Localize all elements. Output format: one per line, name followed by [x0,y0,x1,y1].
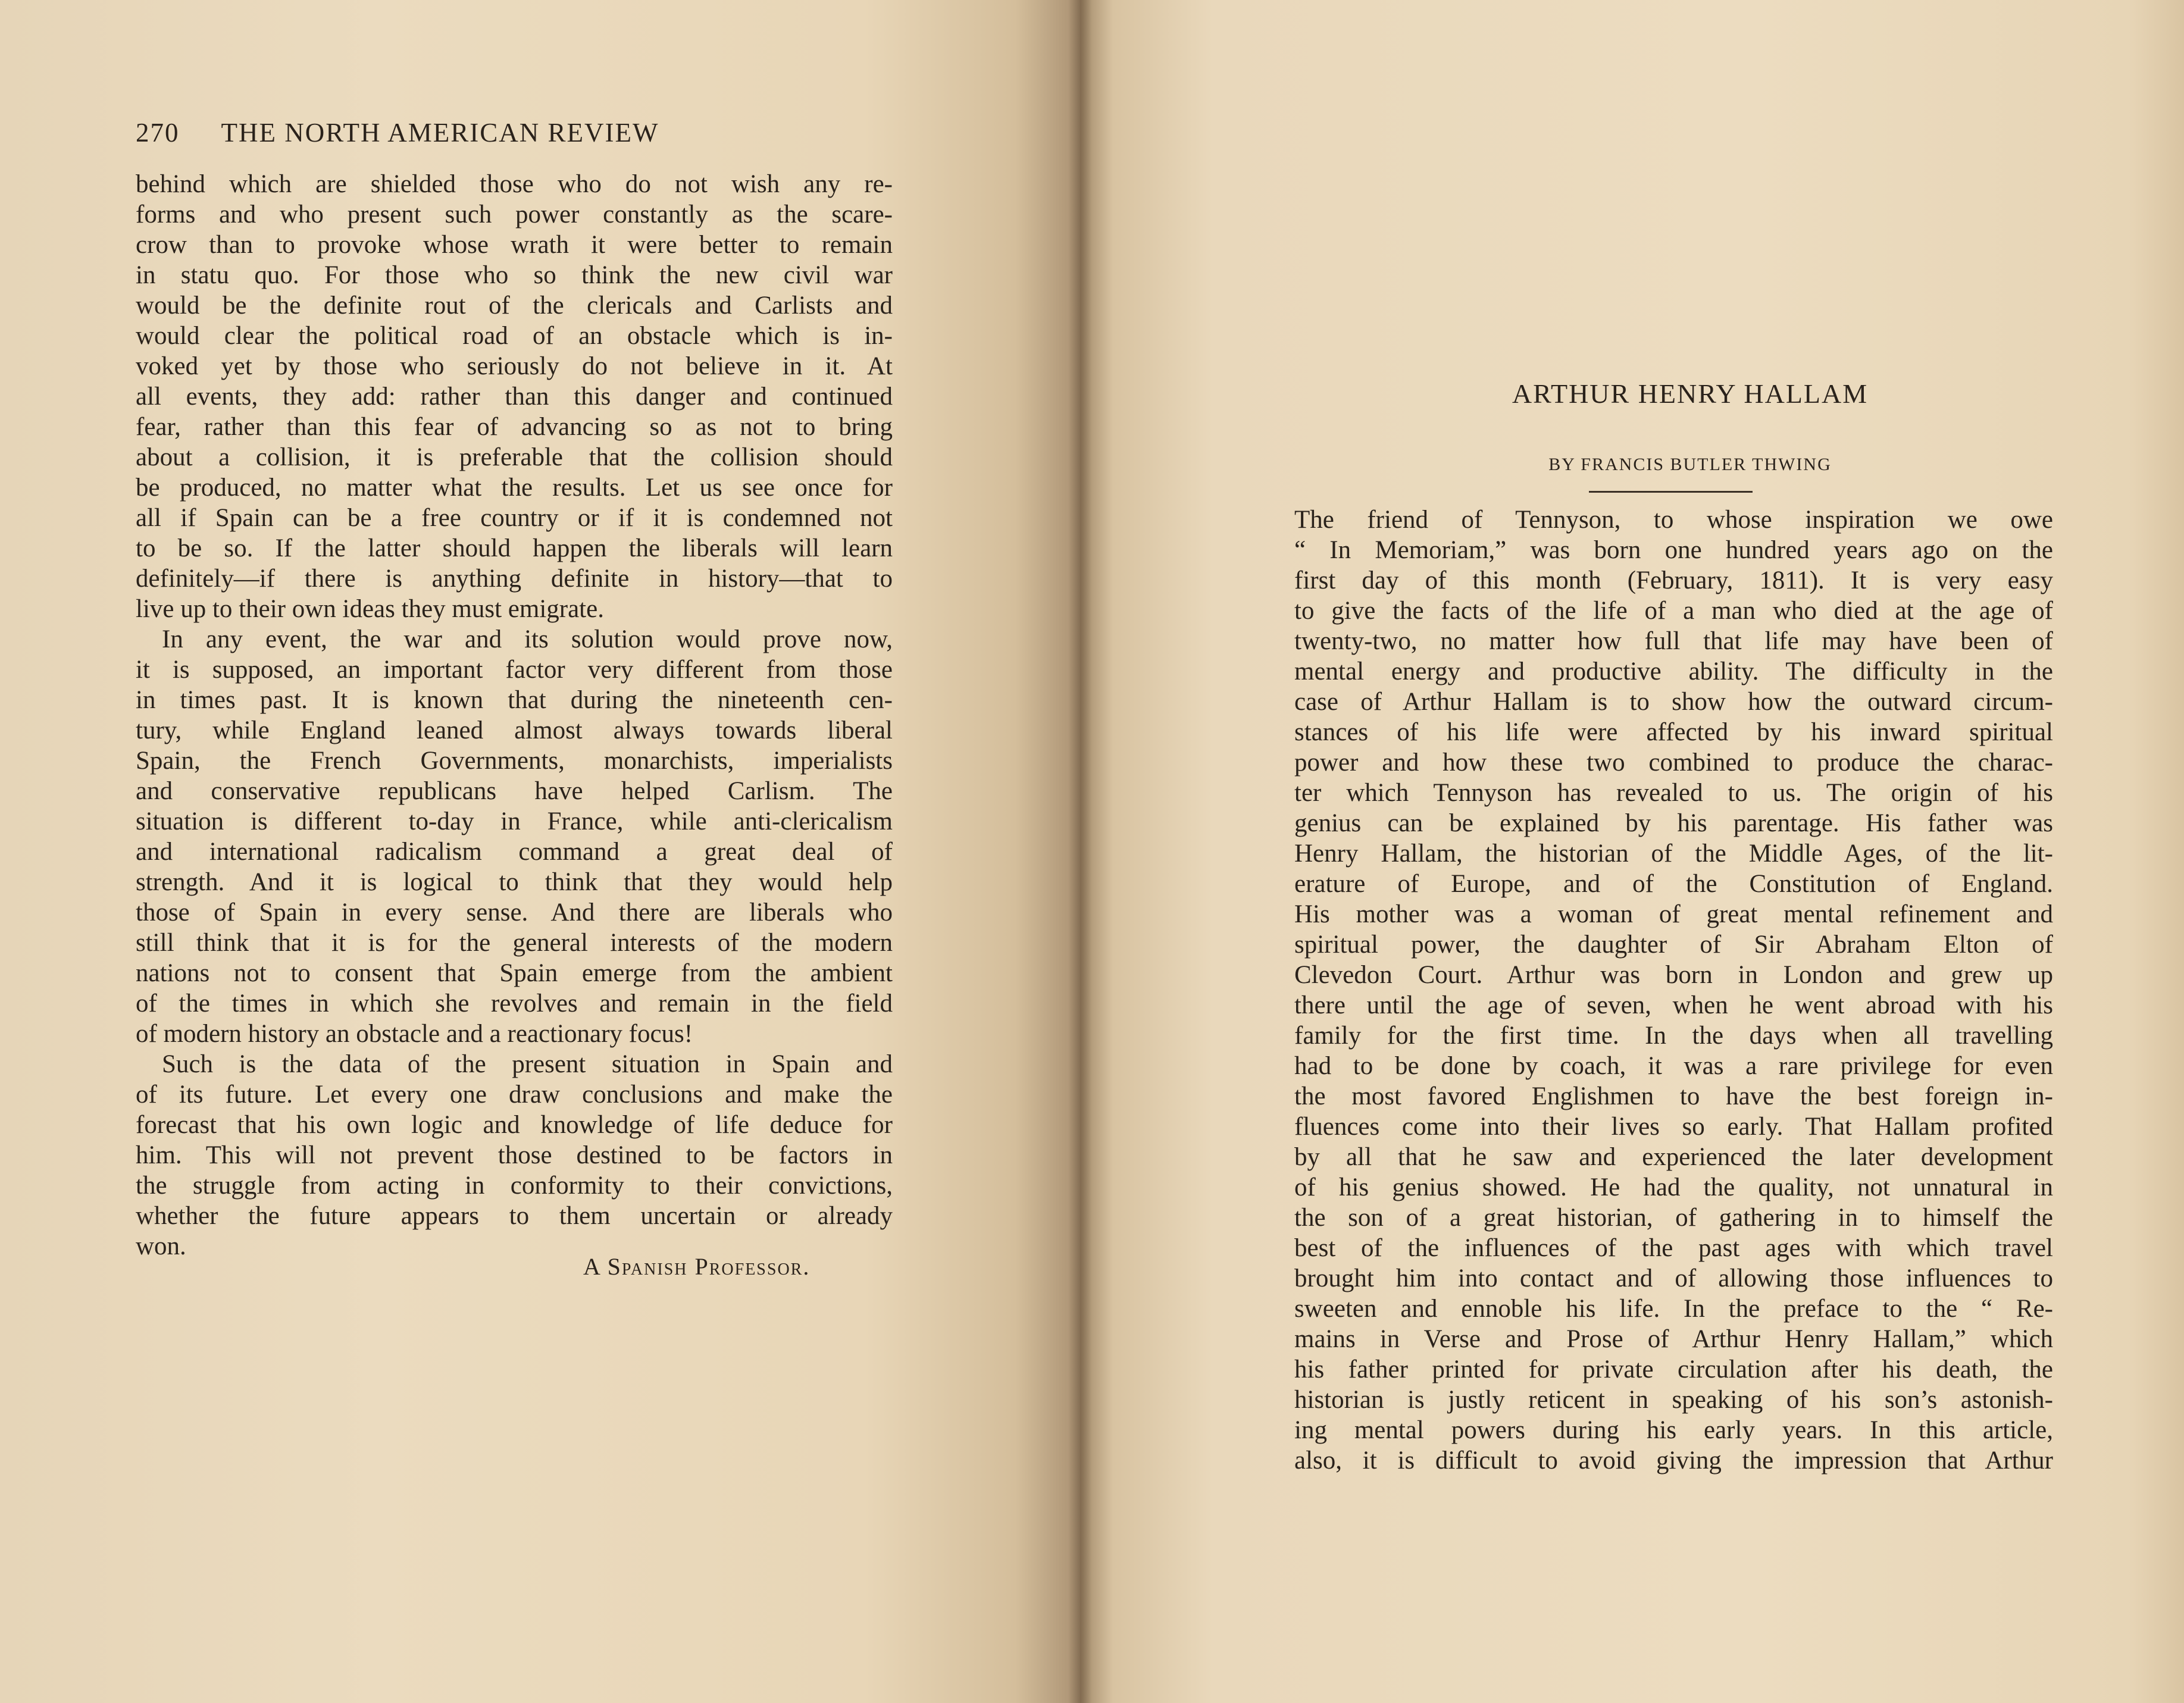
text-line: His mother was a woman of great mental refinement and [1294,900,2053,928]
text-line: won. [136,1232,186,1260]
text-line: live up to their own ideas they must emigrate. [136,595,604,623]
text-line: by all that he saw and experienced the later development [1294,1143,2053,1171]
text-line: Spain, the French Governments, monarchists, imperialists [136,747,893,775]
text-line: would be the definite rout of the clericals and Carlists and [136,292,893,320]
text-line: and international radicalism command a great deal of [136,838,893,866]
text-line: of modern history an obstacle and a reactionary focus! [136,1020,693,1048]
text-line: whether the future appears to them uncertain or already [136,1202,893,1230]
text-line: the most favored Englishmen to have the best foreign in- [1294,1082,2053,1110]
page-number: 270 [136,118,180,148]
text-line: ter which Tennyson has revealed to us. The origin of his [1294,779,2053,807]
text-line: also, it is difficult to avoid giving the impression that Arthur [1294,1447,2053,1475]
text-line: of its future. Let every one draw conclusions and make the [136,1081,893,1109]
text-line: mains in Verse and Prose of Arthur Henry Hallam,” which [1294,1325,2053,1353]
text-line: erature of Europe, and of the Constitution of England. [1294,870,2053,898]
text-line: stances of his life were affected by his inward spiritual [1294,718,2053,746]
byline: BY FRANCIS BUTLER THWING [1548,455,1832,474]
left-page [0,0,1080,1703]
text-line: the struggle from acting in conformity to their convictions, [136,1172,893,1200]
text-line: forecast that his own logic and knowledge of life deduce for [136,1111,893,1139]
text-line: those of Spain in every sense. And there are liberals who [136,899,893,926]
text-line: brought him into contact and of allowing those influences to [1294,1264,2053,1292]
text-line: in statu quo. For those who so think the new civil war [136,261,893,289]
text-line: behind which are shielded those who do not wish any re- [136,170,893,198]
text-line: “ In Memoriam,” was born one hundred years ago on the [1294,536,2053,564]
text-line: of his genius showed. He had the quality, not unnatural in [1294,1173,2053,1201]
text-line: all events, they add: rather than this danger and continued [136,383,893,411]
journal-title: THE NORTH AMERICAN REVIEW [221,118,659,148]
text-line: twenty-two, no matter how full that life may have been of [1294,627,2053,655]
text-line: historian is justly reticent in speaking of his son’s astonish- [1294,1386,2053,1414]
text-line: In any event, the war and its solution would prove now, [162,625,893,653]
text-line: power and how these two combined to produce the charac- [1294,749,2053,777]
text-line: tury, while England leaned almost always towards liberal [136,716,893,744]
text-line: strength. And it is logical to think that they would help [136,868,893,896]
running-head [136,118,909,148]
text-line: situation is different to-day in France, while anti-clericalism [136,807,893,835]
text-line: Henry Hallam, the historian of the Middle Ages, of the lit- [1294,840,2053,868]
left-body-text [136,169,893,1261]
text-line: would clear the political road of an obstacle which is in- [136,322,893,350]
text-line: best of the influences of the past ages with which travel [1294,1234,2053,1262]
text-line: still think that it is for the general interests of the modern [136,929,893,957]
text-line: about a collision, it is preferable that the collision should [136,443,893,471]
text-line: all if Spain can be a free country or if it is condemned not [136,504,893,532]
text-line: fear, rather than this fear of advancing so as not to bring [136,413,893,441]
text-line: fluences come into their lives so early. That Hallam profited [1294,1113,2053,1141]
text-line: and conservative republicans have helped Carlism. The [136,777,893,805]
text-line: spiritual power, the daughter of Sir Abraham Elton of [1294,931,2053,959]
text-line: to be so. If the latter should happen the liberals will learn [136,534,893,562]
signature: A Spanish Professor. [583,1253,811,1280]
text-line: of the times in which she revolves and remain in the field [136,990,893,1018]
text-line: there until the age of seven, when he went abroad with his [1294,991,2053,1019]
text-line: it is supposed, an important factor very different from those [136,656,893,684]
text-line: in times past. It is known that during the nineteenth cen- [136,686,893,714]
article-title: ARTHUR HENRY HALLAM [1512,378,1869,409]
text-line: had to be done by coach, it was a rare privilege for even [1294,1052,2053,1080]
text-line: Clevedon Court. Arthur was born in London and grew up [1294,961,2053,989]
text-line: nations not to consent that Spain emerge from the ambient [136,959,893,987]
text-line: voked yet by those who seriously do not believe in it. At [136,352,893,380]
title-rule [1589,491,1753,493]
text-line: the son of a great historian, of gathering in to himself the [1294,1204,2053,1232]
text-line: his father printed for private circulation after his death, the [1294,1355,2053,1383]
text-line: The friend of Tennyson, to whose inspiration we owe [1294,506,2053,534]
text-line: ing mental powers during his early years. In this article, [1294,1416,2053,1444]
text-line: to give the facts of the life of a man who died at the age of [1294,597,2053,625]
text-line: sweeten and ennoble his life. In the preface to the “ Re- [1294,1295,2053,1323]
text-line: Such is the data of the present situation in Spain and [162,1050,893,1078]
text-line: forms and who present such power constantly as the scare- [136,201,893,228]
text-line: be produced, no matter what the results. Let us see once for [136,474,893,502]
text-line: genius can be explained by his parentage. His father was [1294,809,2053,837]
right-body-text [1294,505,2053,1476]
text-line: family for the first time. In the days when all travelling [1294,1022,2053,1050]
text-line: first day of this month (February, 1811). It is very easy [1294,566,2053,594]
book-gutter [1068,0,1092,1703]
text-line: him. This will not prevent those destined to be factors in [136,1141,893,1169]
text-line: crow than to provoke whose wrath it were better to remain [136,231,893,259]
text-line: case of Arthur Hallam is to show how the outward circum- [1294,688,2053,716]
text-line: definitely—if there is anything definite in history—that to [136,565,893,593]
text-line: mental energy and productive ability. The difficulty in the [1294,658,2053,685]
